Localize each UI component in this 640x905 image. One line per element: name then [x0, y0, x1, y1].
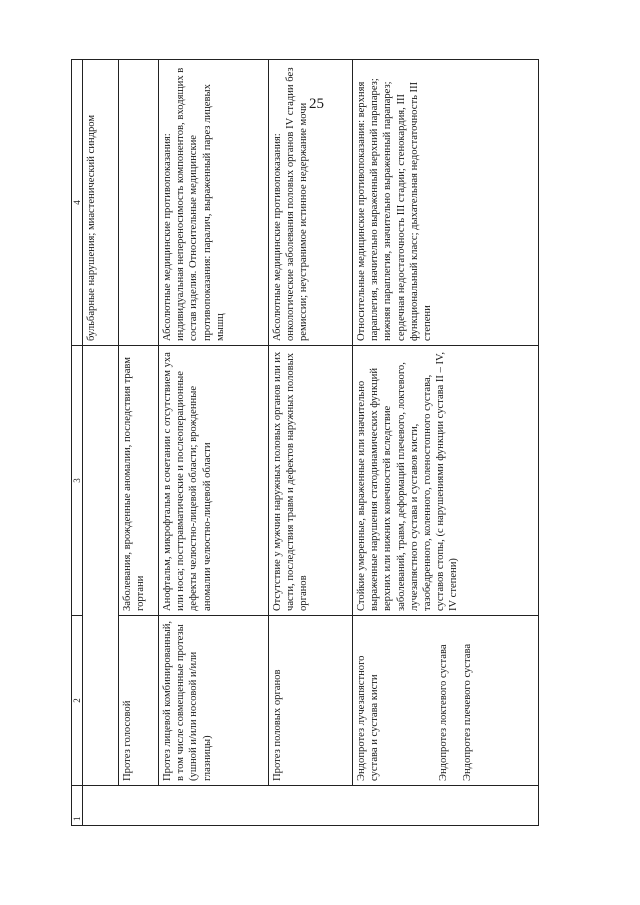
- device-shoulder-endoprosthesis: Эндопротез плечевого сустава: [461, 643, 473, 781]
- cell-contraindications: Абсолютные медицинские противопоказания: онкологические заболевания половых органов IV стадии без ремиссии; неустранимое истинное недержание мочи: [269, 60, 353, 346]
- empty-cell: [83, 346, 119, 786]
- cell-indications: Заболевания, врожденные аномалии, последствия травм гортани: [119, 346, 159, 616]
- column-number: 1: [72, 786, 83, 826]
- table-row: [119, 60, 159, 826]
- cell-contraindications: бульбарные нарушения; миастенический синдром: [83, 60, 119, 346]
- column-number: 4: [72, 60, 83, 346]
- page-number: 25: [309, 96, 324, 112]
- column-number-row: [72, 60, 83, 826]
- cell-device-name: Протез голосовой: [119, 616, 159, 786]
- table-row: [159, 60, 269, 826]
- rotated-table-wrapper: [71, 60, 539, 826]
- cell-indications: Отсутствие у мужчин наружных половых органов или их части, последствия травм и дефектов наружных половых органов: [269, 346, 353, 616]
- cell-device-name: Протез лицевой комбинированный, в том числе совмещенные протезы (ушной и/или носовой и/или глазницы): [159, 616, 269, 786]
- cell-contraindications: Абсолютные медицинские противопоказания: индивидуальная непереносимость компонентов, входящих в состав изделия. Относительные медицинские противопоказания: паралич, выраженный парез лицевых мышц: [159, 60, 269, 346]
- cell-contraindications: [119, 60, 159, 346]
- table-row: [83, 60, 119, 826]
- cell-indications: Стойкие умеренные, выраженные или значительно выраженные нарушения статодинамических функций верхних или нижних конечностей вследствие заболеваний, травм, деформаций плечевого, локтевого, лучезапястного сустава и суставов кисти, тазобедренного, коленного, голеностопного сустава, суставов стопы, (с нарушениями функции сустава II – IV, IV степени): [353, 346, 539, 616]
- cell-device-name: Протез половых органов: [269, 616, 353, 786]
- contraindications-table: [71, 59, 539, 826]
- cell-contraindications: Относительные медицинские противопоказания: верхняя параплегия, значительно выраженный верхний парапарез; нижняя параплегия, значительно выраженный парапарез; сердечная недостаточность III стадии; стенокардия, III функциональный класс; дыхательная недостаточность III степени: [353, 60, 539, 346]
- device-wrist-endoprosthesis: Эндопротез лучезапястного сустава и сустава кисти: [356, 655, 381, 781]
- cell-indications: Анофтальм, микрофтальм в сочетании с отсутствием уха или носа; посттравматические и послеоперационные дефекты челюстно-лицевой области; врожденные аномалии челюстно-лицевой области: [159, 346, 269, 616]
- table-row: [269, 60, 353, 826]
- device-elbow-endoprosthesis: Эндопротез локтевого сустава: [438, 644, 450, 781]
- table-row: [353, 60, 539, 826]
- column-number: 2: [72, 616, 83, 786]
- empty-cell: [83, 786, 539, 826]
- column-number: 3: [72, 346, 83, 616]
- cell-device-name: [353, 616, 539, 786]
